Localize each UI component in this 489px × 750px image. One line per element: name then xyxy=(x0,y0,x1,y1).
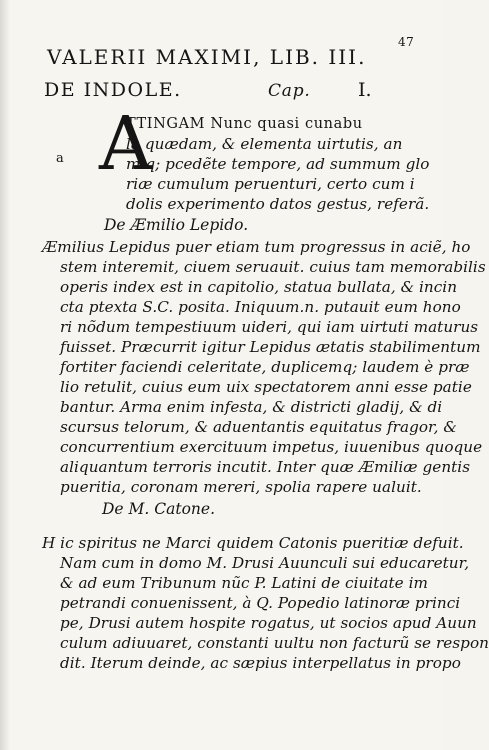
page-number: 47 xyxy=(398,35,415,49)
text-line: scursus telorum, & aduentantis equitatus fragor, & xyxy=(60,418,458,436)
text-line: H ic spiritus ne Marci quidem Catonis pueritiæ defuit. xyxy=(42,534,464,552)
running-head: VALERII MAXIMI, LIB. III. xyxy=(47,45,367,69)
text-line: dit. Iterum deinde, ac sæpius interpellatus in propo xyxy=(60,654,461,672)
page-edge-shadow xyxy=(0,0,10,750)
text-line: miq; pcedẽte tempore, ad summum glo xyxy=(126,155,430,173)
text-line: fuisset. Præcurrit igitur Lepidus ætatis stabilimentum xyxy=(60,338,481,356)
drop-cap xyxy=(95,101,153,187)
chapter-number: I. xyxy=(358,79,372,101)
text-line: & ad eum Tribunum nũc P. Latini de ciuitate im xyxy=(60,574,428,592)
text-line: operis index est in capitolio, statua bullata, & incin xyxy=(60,278,458,296)
text-line: aliquantum terroris incutit. Inter quæ Æmiliæ gentis xyxy=(60,458,471,476)
text-line: TTINGAM Nunc quasi cunabu xyxy=(126,116,363,132)
text-line: Æmilius Lepidus puer etiam tum progressus in aciẽ, ho xyxy=(42,238,471,256)
text-line: riæ cumulum peruenturi, certo cum i xyxy=(126,175,415,193)
text-line: cta ptexta S.C. posita. Iniquum.n. putauit eum hono xyxy=(60,298,461,316)
text-line: dolis experimento datos gestus, referã. xyxy=(126,195,430,213)
text-line: culum adiuuaret, constanti uultu non facturũ se respon xyxy=(60,634,489,652)
text-line: pe, Drusi autem hospite rogatus, ut socios apud Auun xyxy=(60,614,477,632)
section-heading xyxy=(44,79,374,101)
subheading-lepidus: De Æmilio Lepido. xyxy=(104,216,249,234)
drop-cap-letter: A xyxy=(99,101,153,187)
text-line: Nam cum in domo M. Drusi Auunculi sui educaretur, xyxy=(60,554,470,572)
text-line: pueritia, coronam mereri, spolia rapere ualuit. xyxy=(60,478,422,496)
text-line: lio retulit, cuius eum uix spectatorem anni esse patie xyxy=(60,378,472,396)
text-line: stem interemit, ciuem seruauit. cuius tam memorabilis xyxy=(60,258,486,276)
text-line: fortiter faciendi celeritate, duplicemq; laudem è præ xyxy=(60,358,470,376)
text-line: concurrentium exercituum impetus, iuuenibus quoque xyxy=(60,438,483,456)
text-line: petrandi conuenissent, à Q. Popedio latinoræ princi xyxy=(60,594,461,612)
subheading-cato: De M. Catone. xyxy=(102,500,215,518)
text-line: la quædam, & elementa uirtutis, an xyxy=(126,135,403,153)
text-line: bantur. Arma enim infesta, & districti gladij, & di xyxy=(60,398,443,416)
text-line: ri nõdum tempestiuum uideri, qui iam uirtuti maturus xyxy=(60,318,479,336)
marginal-note-mark: a xyxy=(56,151,64,166)
chapter-label: Cap. xyxy=(268,81,311,101)
section-title: DE INDOLE. xyxy=(44,79,182,101)
